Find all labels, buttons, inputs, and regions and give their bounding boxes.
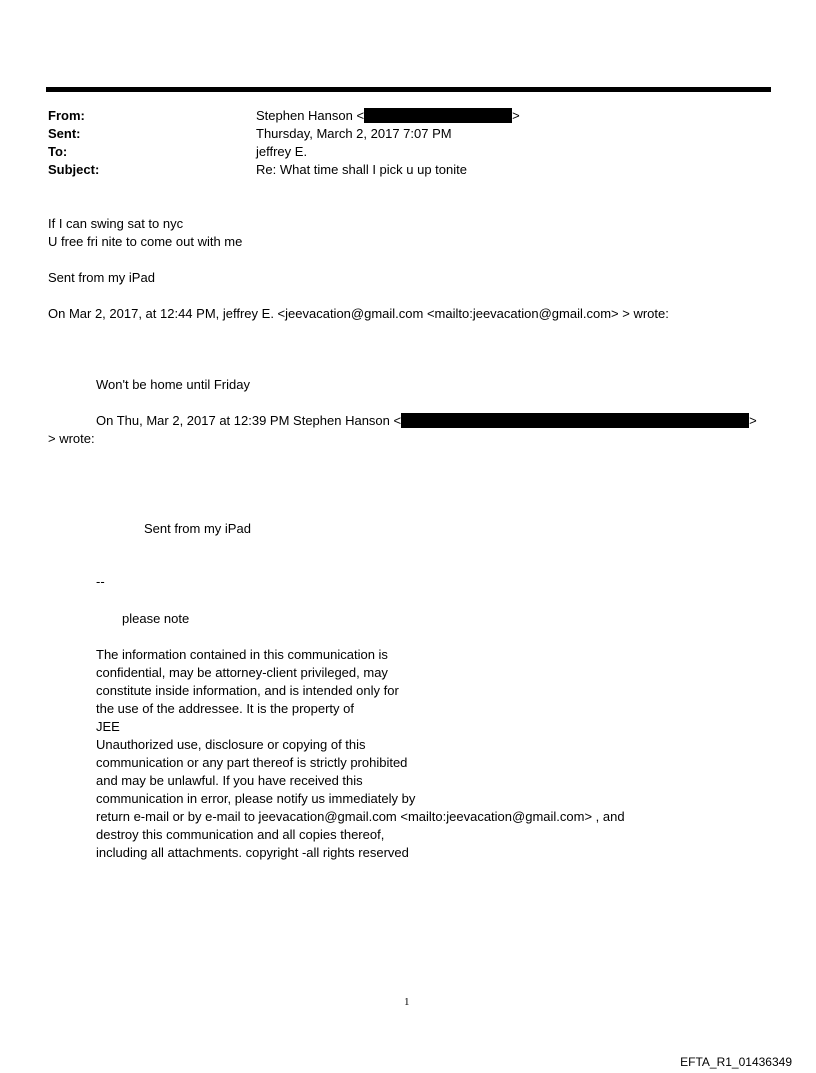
disclaimer-line: confidential, may be attorney-client privileged, may: [96, 665, 388, 680]
reply-line: Won't be home until Friday: [96, 377, 250, 392]
quote-header-2-tail: >: [749, 413, 757, 428]
disclaimer-line: The information contained in this communication is: [96, 647, 388, 662]
disclaimer-line: communication in error, please notify us immediately by: [96, 791, 416, 806]
disclaimer-line: Unauthorized use, disclosure or copying of this: [96, 737, 366, 752]
subject-value: Re: What time shall I pick u up tonite: [256, 162, 467, 177]
body-line-1: If I can swing sat to nyc: [48, 216, 184, 231]
please-note: please note: [122, 611, 190, 626]
header-rule: [46, 87, 771, 92]
quote-header-1: On Mar 2, 2017, at 12:44 PM, jeffrey E. <jeevacation@gmail.com <mailto:jeevacation@gmail.com> > wrote:: [48, 306, 669, 321]
quote-header-2-prefix: On Thu, Mar 2, 2017 at 12:39 PM Stephen Hanson <: [96, 413, 402, 428]
signature-1: Sent from my iPad: [48, 270, 155, 285]
disclaimer-line: JEE: [96, 719, 120, 734]
from-label: From:: [48, 108, 85, 123]
from-name: Stephen Hanson <: [256, 108, 365, 123]
bates-number: EFTA_R1_01436349: [680, 1055, 792, 1069]
disclaimer-line: communication or any part thereof is strictly prohibited: [96, 755, 408, 770]
disclaimer-line: including all attachments. copyright -all rights reserved: [96, 845, 409, 860]
sent-value: Thursday, March 2, 2017 7:07 PM: [256, 126, 452, 141]
disclaimer-line: constitute inside information, and is intended only for: [96, 683, 399, 698]
from-close: >: [512, 108, 520, 123]
subject-label: Subject:: [48, 162, 100, 177]
to-value: jeffrey E.: [256, 144, 308, 159]
signature-2: Sent from my iPad: [144, 521, 251, 536]
redaction-box: [364, 108, 512, 123]
disclaimer-line: destroy this communication and all copies thereof,: [96, 827, 385, 842]
disclaimer-line: return e-mail or by e-mail to jeevacation@gmail.com <mailto:jeevacation@gmail.com> , and: [96, 809, 625, 824]
redaction-box: [401, 413, 749, 428]
from-value: [256, 107, 520, 125]
quote-header-2: [96, 412, 757, 430]
disclaimer-line: the use of the addressee. It is the property of: [96, 701, 354, 716]
disclaimer-line: and may be unlawful. If you have received this: [96, 773, 363, 788]
to-label: To:: [48, 144, 68, 159]
quote-header-2-wrote: > wrote:: [48, 431, 95, 446]
body-line-2: U free fri nite to come out with me: [48, 234, 243, 249]
page-number: 1: [404, 996, 410, 1008]
sent-label: Sent:: [48, 126, 81, 141]
signature-dashes: --: [96, 574, 105, 589]
disclaimer-block: [96, 646, 625, 862]
